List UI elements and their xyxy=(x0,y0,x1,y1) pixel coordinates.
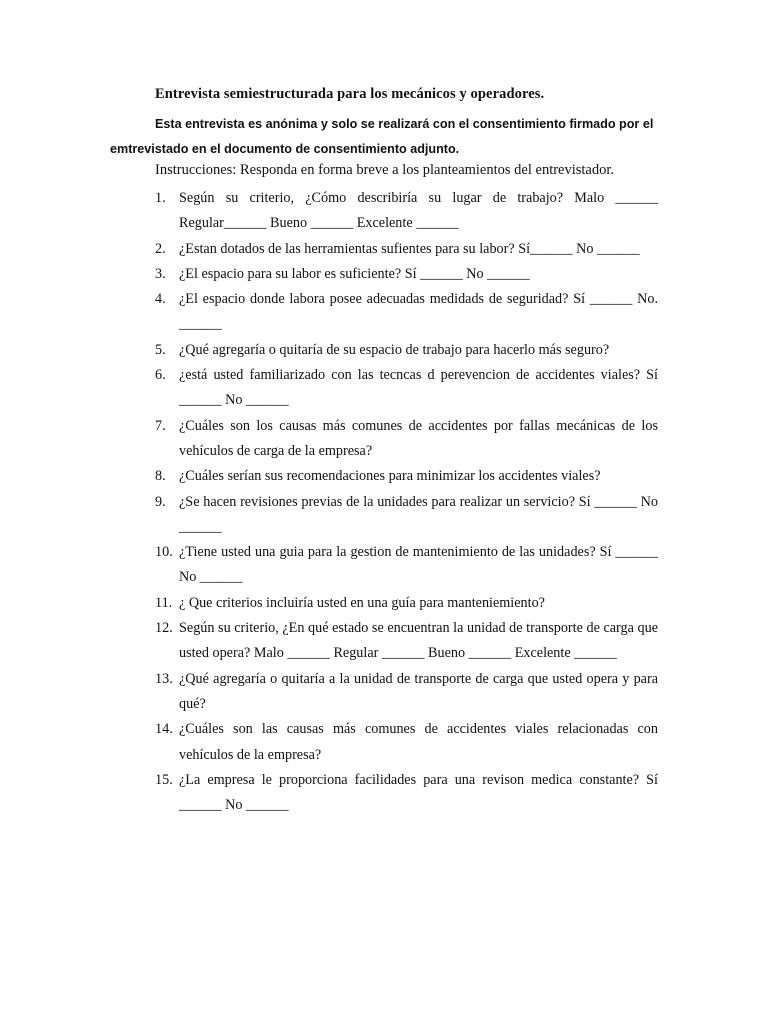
question-number: 10. xyxy=(155,544,173,561)
question-text: ¿Cuáles son los causas más comunes de accidentes por fallas mecánicas de los vehículos de carga de la empresa? xyxy=(179,417,658,459)
question-number: 9. xyxy=(155,493,166,510)
question-text: ¿Qué agregaría o quitaría de su espacio de trabajo para hacerlo más seguro? xyxy=(179,341,610,358)
question-text: ¿está usted familiarizado con las tecncas d perevencion de accidentes viales? Sí ______ No ______ xyxy=(179,367,658,409)
question-number: 15. xyxy=(155,771,173,788)
question-item xyxy=(155,262,658,287)
document-title: Entrevista semiestructurada para los mecánicos y operadores. xyxy=(155,86,545,102)
question-text: ¿Cuáles son las causas más comunes de accidentes viales relacionadas con vehículos de la empresa? xyxy=(179,721,658,763)
question-item xyxy=(155,591,658,616)
question-number: 4. xyxy=(155,291,166,308)
question-text: ¿Cuáles serían sus recomendaciones para minimizar los accidentes viales? xyxy=(179,468,601,485)
question-number: 1. xyxy=(155,190,166,206)
question-number: 3. xyxy=(155,265,166,282)
question-item xyxy=(155,490,658,541)
question-item xyxy=(155,717,658,768)
question-item xyxy=(155,186,658,237)
question-number: 2. xyxy=(155,240,166,257)
instructions-line: Instrucciones: Responda en forma breve a los planteamientos del entrevistador. xyxy=(155,162,615,178)
intro-paragraph: Esta entrevista es anónima y solo se realizará con el consentimiento firmado por el emtrevistado en el documento de consentimiento adjunto. xyxy=(110,117,654,156)
question-number: 5. xyxy=(155,341,166,358)
question-number: 8. xyxy=(155,468,166,485)
question-item xyxy=(155,338,658,363)
question-number: 7. xyxy=(155,417,166,434)
question-item xyxy=(155,667,658,718)
question-list xyxy=(155,186,658,818)
question-item xyxy=(155,414,658,465)
question-number: 14. xyxy=(155,721,173,738)
question-text: ¿Tiene usted una guia para la gestion de mantenimiento de las unidades? Sí ______ No ______ xyxy=(179,544,658,586)
question-item xyxy=(155,363,658,414)
question-text: ¿ Que criterios incluiría usted en una guía para manteniemiento? xyxy=(179,594,545,611)
question-number: 6. xyxy=(155,367,166,384)
question-item xyxy=(155,237,658,262)
question-number: 11. xyxy=(155,594,173,611)
question-text: ¿La empresa le proporciona facilidades para una revison medica constante? Sí ______ No ______ xyxy=(179,771,658,814)
question-text: Según su criterio, ¿Cómo describiría su lugar de trabajo? Malo ______ Regular______ Bueno ______ Excelente ______ xyxy=(179,190,658,232)
question-item xyxy=(155,540,658,591)
question-item xyxy=(155,464,658,489)
question-number: 13. xyxy=(155,670,173,687)
question-text: ¿Estan dotados de las herramientas sufientes para su labor? Sí______ No ______ xyxy=(179,240,640,257)
question-text: ¿Se hacen revisiones previas de la unidades para realizar un servicio? Sí ______ No ______ xyxy=(179,493,658,535)
question-text: Según su criterio, ¿En qué estado se encuentran la unidad de transporte de carga que usted opera? Malo ______ Regular ______ Bueno ______ Excelente ______ xyxy=(179,620,658,662)
question-number: 12. xyxy=(155,620,173,637)
question-item xyxy=(155,287,658,338)
question-text: ¿El espacio donde labora posee adecuadas medidads de seguridad? Sí ______ No. ______ xyxy=(179,291,658,333)
question-item xyxy=(155,616,658,667)
question-text: ¿El espacio para su labor es suficiente? Sí ______ No ______ xyxy=(179,265,530,282)
question-text: ¿Qué agregaría o quitaría a la unidad de transporte de carga que usted opera y para qué? xyxy=(179,670,658,712)
question-item xyxy=(155,768,658,819)
